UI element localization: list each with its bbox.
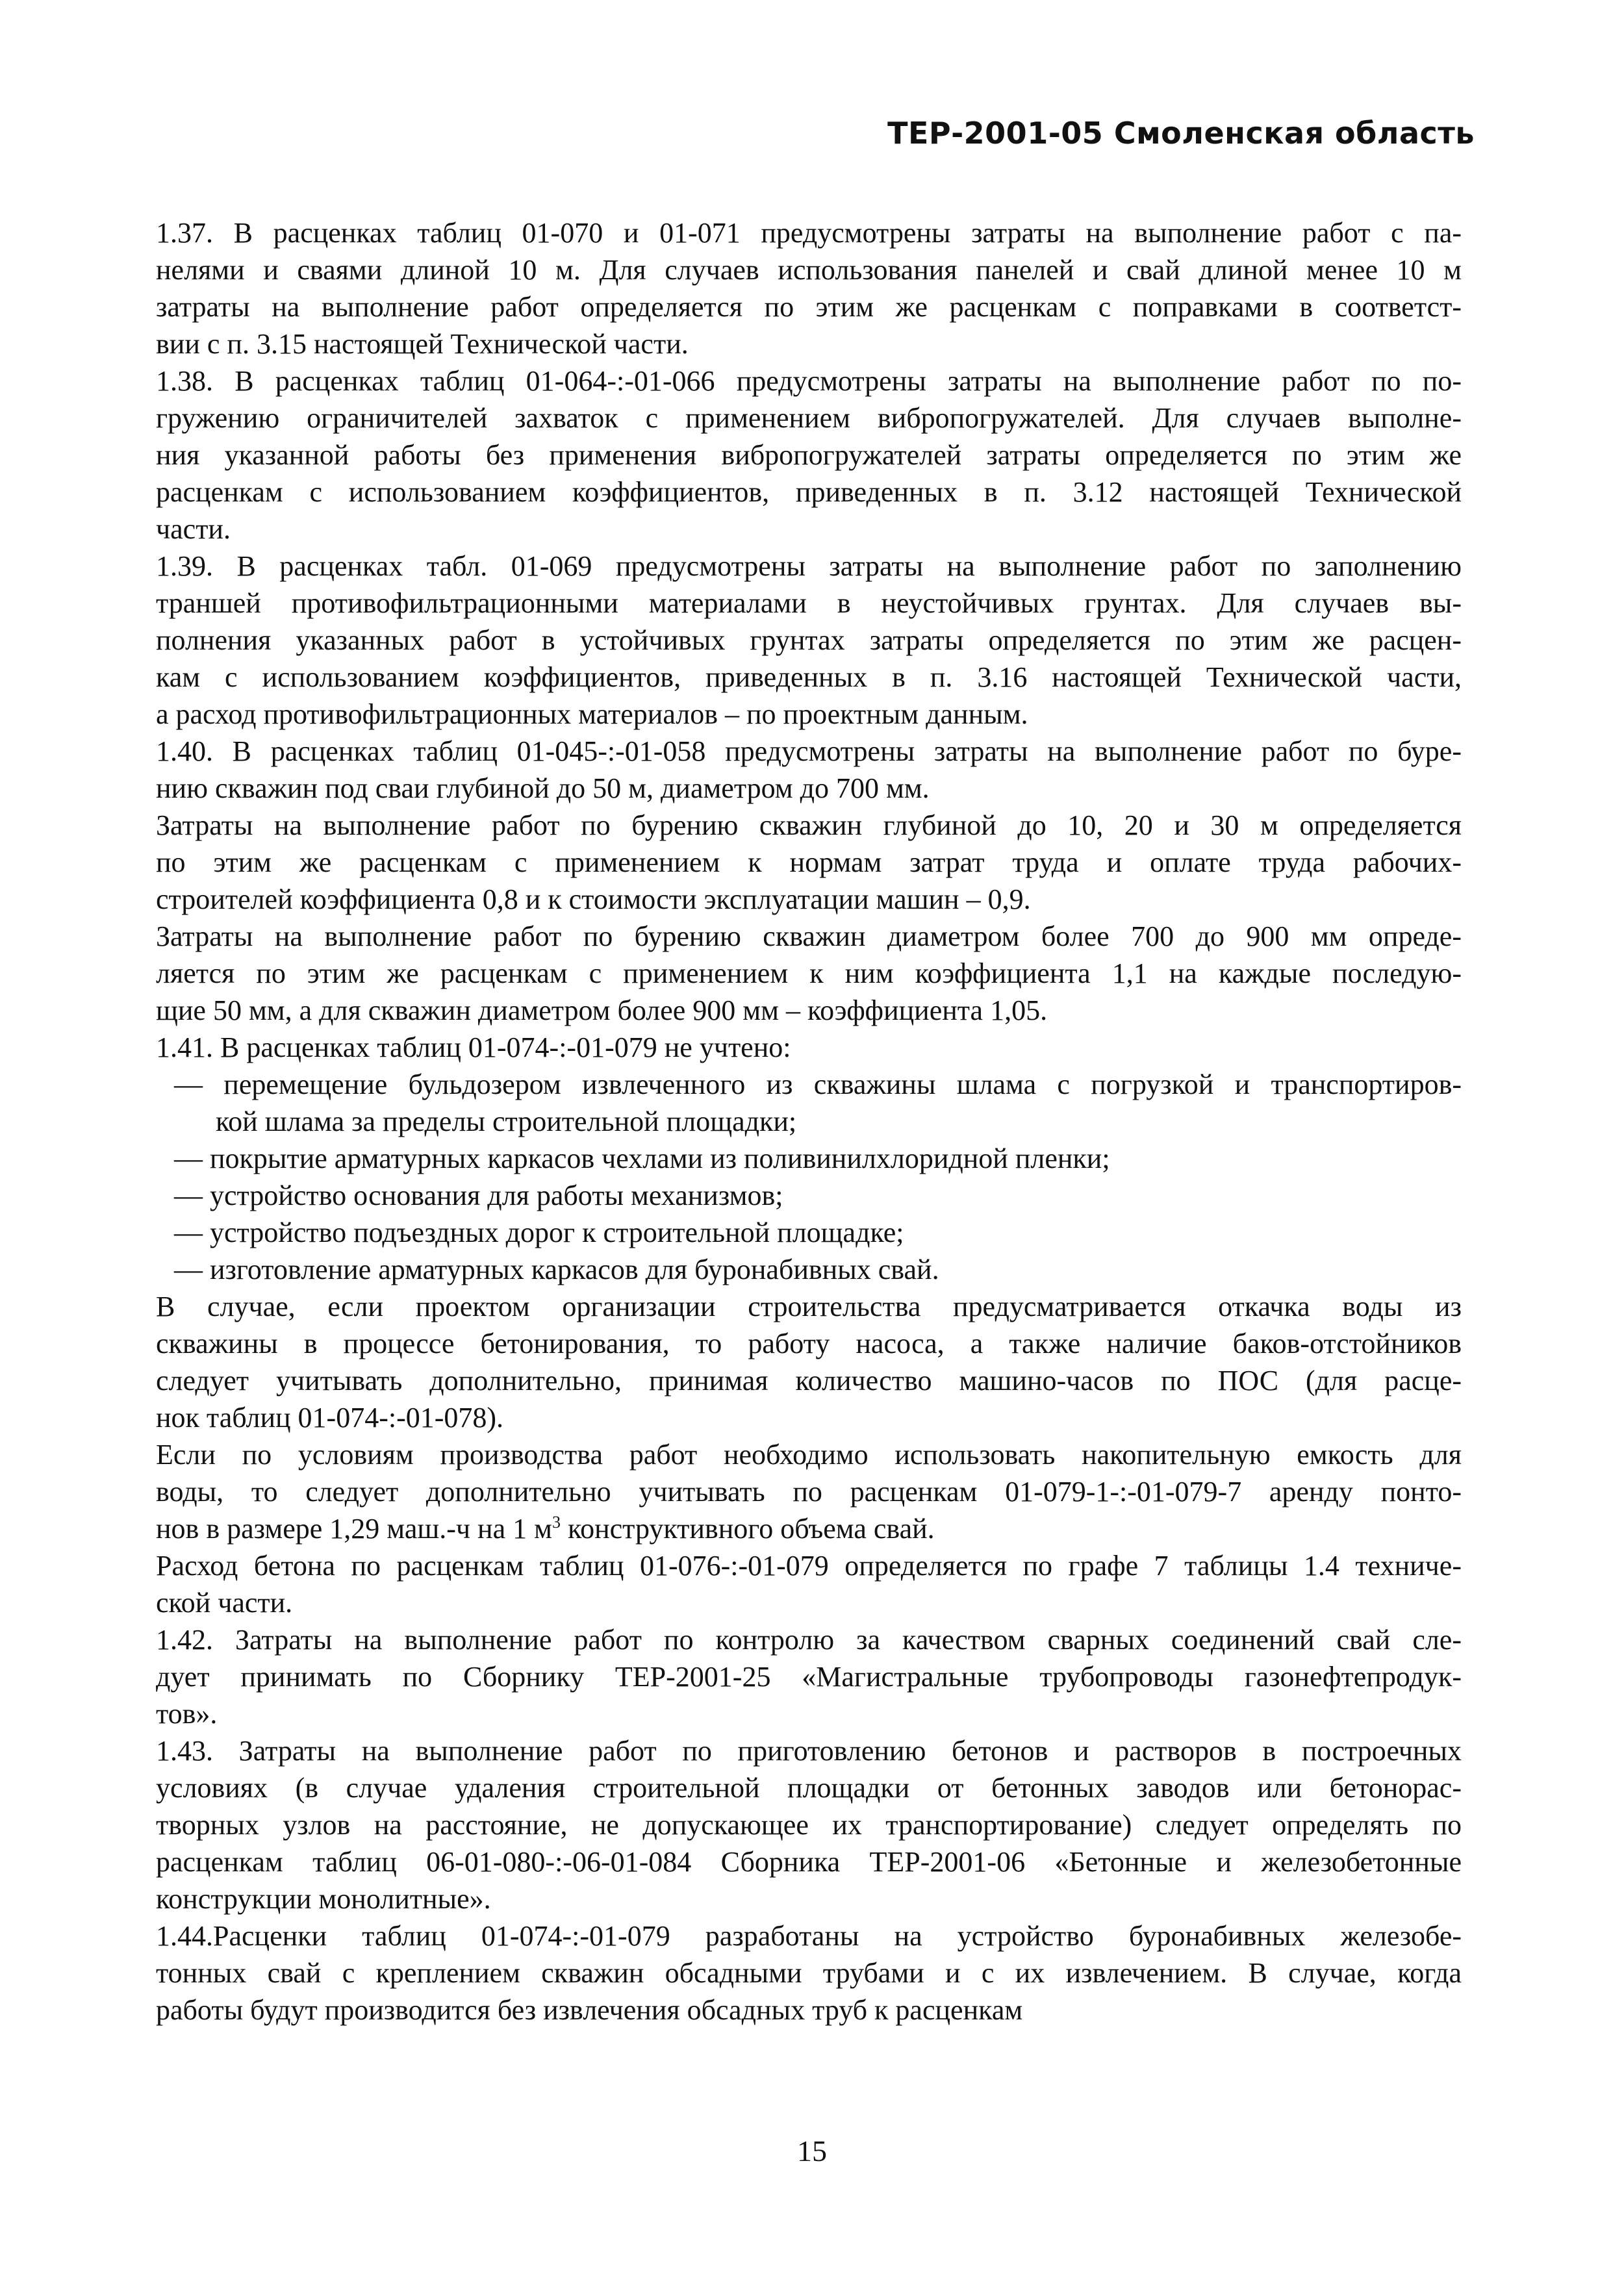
text-line: 1.43. Затраты на выполнение работ по приготовлению бетонов и растворов в построечных <box>156 1735 1462 1767</box>
text-line: — устройство подъездных дорог к строительной площадке; <box>174 1217 904 1248</box>
text-line: работы будут производится без извлечения обсадных труб к расценкам <box>156 1994 1023 2026</box>
text-line: расценкам с использованием коэффициентов, приведенных в п. 3.12 настоящей Технической <box>156 476 1462 508</box>
text-line: Если по условиям производства работ необходимо использовать накопительную емкость для <box>156 1439 1462 1471</box>
text-line: Расход бетона по расценкам таблиц 01-076-:-01-079 определяется по графе 7 таблицы 1.4 техниче- <box>156 1550 1462 1582</box>
paragraph-1-43 <box>156 1732 1462 1917</box>
text-line: — перемещение бульдозером извлеченного из скважины шлама с погрузкой и транспортиров- <box>174 1068 1462 1100</box>
text-line: ния указанной работы без применения вибропогружателей затраты определяется по этим же <box>156 439 1462 471</box>
text-line: 1.37. В расценках таблиц 01-070 и 01-071 предусмотрены затраты на выполнение работ с па- <box>156 217 1462 249</box>
text-line: расценкам таблиц 06-01-080-:-06-01-084 Сборника ТЕР-2001-06 «Бетонные и железобетонные <box>156 1846 1462 1878</box>
paragraph-1-44 <box>156 1917 1462 2028</box>
text-line: вии с п. 3.15 настоящей Технической части. <box>156 328 689 360</box>
text-line: части. <box>156 513 231 545</box>
list-item <box>156 1214 1462 1251</box>
text-line: тонных свай с креплением скважин обсадными трубами и с их извлечением. В случае, когда <box>156 1957 1462 1989</box>
list-item <box>156 1251 1462 1288</box>
text-line: воды, то следует дополнительно учитывать по расценкам 01-079-1-:-01-079-7 аренду понто- <box>156 1476 1462 1508</box>
paragraph-1-38 <box>156 362 1462 548</box>
paragraph-1-42 <box>156 1621 1462 1732</box>
text-line: следует учитывать дополнительно, принимая количество машино-часов по ПОС (для расце- <box>156 1365 1462 1396</box>
text-line: В случае, если проектом организации строительства предусматривается откачка воды из <box>156 1291 1462 1322</box>
text-line: кой шлама за пределы строительной площадки; <box>216 1106 797 1137</box>
text-line: 1.41. В расценках таблиц 01-074-:-01-079 не учтено: <box>156 1031 791 1063</box>
text-line: 1.44.Расценки таблиц 01-074-:-01-079 разработаны на устройство буронабивных железобе- <box>156 1920 1462 1952</box>
text-line: гружению ограничителей захваток с применением вибропогружателей. Для случаев выполне- <box>156 402 1462 434</box>
text-line: — устройство основания для работы механизмов; <box>174 1180 783 1211</box>
text-line: тов». <box>156 1698 218 1730</box>
paragraph-concrete <box>156 1547 1462 1621</box>
paragraph-1-40 <box>156 733 1462 807</box>
superscript: 3 <box>552 1513 561 1532</box>
page-header-title: ТЕР-2001-05 Смоленская область <box>887 116 1475 151</box>
document-body <box>156 214 1462 2028</box>
text-line: ской части. <box>156 1587 293 1619</box>
text-line: щие 50 мм, а для скважин диаметром более 900 мм – коэффициента 1,05. <box>156 994 1048 1026</box>
paragraph-storage <box>156 1436 1462 1547</box>
text-line: нию скважин под сваи глубиной до 50 м, диаметром до 700 мм. <box>156 772 930 804</box>
list-not-included <box>156 1066 1462 1288</box>
text-line: 1.38. В расценках таблиц 01-064-:-01-066 предусмотрены затраты на выполнение работ по по- <box>156 365 1462 397</box>
text-fragment: конструктивного объема свай. <box>560 1513 935 1545</box>
page-number: 15 <box>797 2134 827 2167</box>
text-line: а расход противофильтрационных материалов – по проектным данным. <box>156 698 1028 730</box>
text-line: творных узлов на расстояние, не допускающее их транспортирование) следует определять по <box>156 1809 1462 1841</box>
list-item <box>156 1140 1462 1177</box>
paragraph-drilling-diameter <box>156 918 1462 1029</box>
text-line: дует принимать по Сборнику ТЕР-2001-25 «Магистральные трубопроводы газонефтепродук- <box>156 1661 1462 1693</box>
paragraph-drilling-depth <box>156 807 1462 918</box>
paragraph-1-41 <box>156 1029 1462 1066</box>
text-line: 1.42. Затраты на выполнение работ по контролю за качеством сварных соединений свай сле- <box>156 1624 1462 1656</box>
text-fragment: нов в размере 1,29 маш.-ч на 1 м <box>156 1513 552 1545</box>
text-line: кам с использованием коэффициентов, приведенных в п. 3.16 настоящей Технической части, <box>156 661 1462 693</box>
text-line: Затраты на выполнение работ по бурению скважин диаметром более 700 до 900 мм опреде- <box>156 920 1462 952</box>
text-line: строителей коэффициента 0,8 и к стоимости эксплуатации машин – 0,9. <box>156 883 1031 915</box>
text-line: полнения указанных работ в устойчивых грунтах затраты определяется по этим же расцен- <box>156 624 1462 656</box>
list-item <box>156 1066 1462 1140</box>
text-line: — покрытие арматурных каркасов чехлами из поливинилхлоридной пленки; <box>174 1143 1110 1174</box>
text-line: ляется по этим же расценкам с применением к ним коэффициента 1,1 на каждые последую- <box>156 957 1462 989</box>
text-line: Затраты на выполнение работ по бурению скважин глубиной до 10, 20 и 30 м определяется <box>156 809 1462 841</box>
text-line: условиях (в случае удаления строительной площадки от бетонных заводов или бетонорас- <box>156 1772 1462 1804</box>
text-line: 1.40. В расценках таблиц 01-045-:-01-058 предусмотрены затраты на выполнение работ по буре- <box>156 735 1462 767</box>
text-line: — изготовление арматурных каркасов для буронабивных свай. <box>174 1254 939 1285</box>
text-line: траншей противофильтрационными материалами в неустойчивых грунтах. Для случаев вы- <box>156 587 1462 619</box>
text-line: 1.39. В расценках табл. 01-069 предусмотрены затраты на выполнение работ по заполнению <box>156 550 1462 582</box>
paragraph-pump <box>156 1288 1462 1436</box>
text-line: нок таблиц 01-074-:-01-078). <box>156 1402 504 1434</box>
text-line: затраты на выполнение работ определяется по этим же расценкам с поправками в соответст- <box>156 291 1462 323</box>
text-line: по этим же расценкам с применением к нормам затрат труда и оплате труда рабочих- <box>156 846 1462 878</box>
paragraph-1-39 <box>156 548 1462 733</box>
text-line: конструкции монолитные». <box>156 1883 491 1915</box>
paragraph-1-37 <box>156 214 1462 362</box>
text-line <box>156 1510 1462 1547</box>
text-line: нелями и сваями длиной 10 м. Для случаев использования панелей и свай длиной менее 10 м <box>156 254 1462 286</box>
text-line: скважины в процессе бетонирования, то работу насоса, а также наличие баков-отстойников <box>156 1328 1462 1359</box>
list-item <box>156 1177 1462 1214</box>
